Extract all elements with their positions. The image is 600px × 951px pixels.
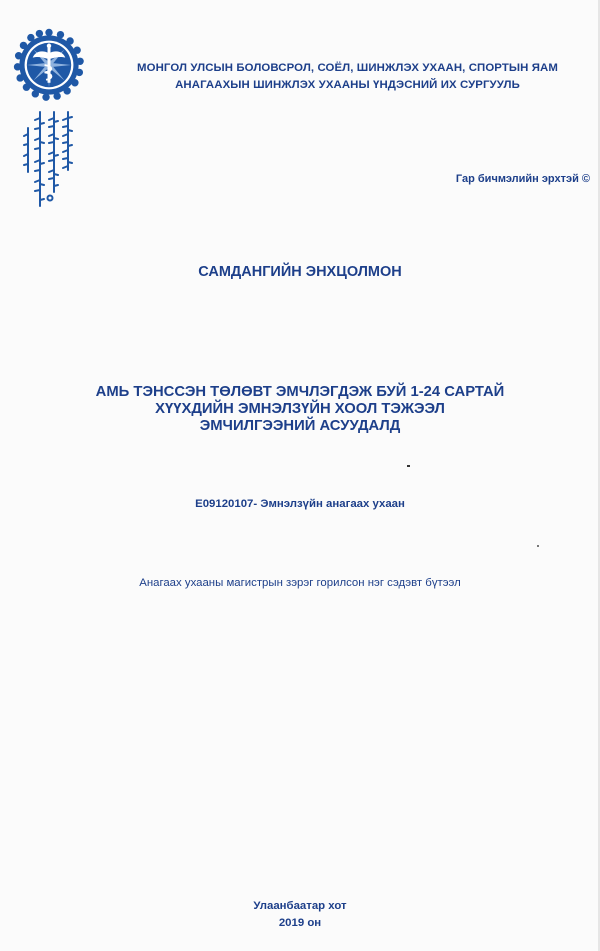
thesis-title bbox=[0, 384, 600, 435]
degree-statement: Анагаах ухааны магистрын зэрэг горилсон нэг сэдэвт бүтээл bbox=[139, 577, 461, 589]
ministry-name: МОНГОЛ УЛСЫН БОЛОВСРОЛ, СОЁЛ, ШИНЖЛЭХ УХААН, СПОРТЫН ЯАМ bbox=[137, 62, 558, 74]
thesis-title-line-2: ХҮҮХДИЙН ЭМНЭЛЗҮЙН ХООЛ ТЭЖЭЭЛ bbox=[155, 401, 445, 417]
author-name: САМДАНГИЙН ЭНХЦОЛМОН bbox=[198, 264, 402, 280]
program-code: Е09120107- Эмнэлзүйн анагаах ухаан bbox=[195, 498, 405, 510]
year: 2019 он bbox=[278, 917, 322, 929]
place-and-year bbox=[0, 898, 600, 932]
city: Улаанбаатар хот bbox=[253, 900, 347, 912]
medical-university-emblem-icon bbox=[12, 28, 86, 102]
ministry-university-header bbox=[95, 60, 600, 94]
manuscript-rights-note: Гар бичмэлийн эрхтэй © bbox=[455, 173, 590, 185]
mongolian-script-emblem-text bbox=[20, 108, 80, 212]
thesis-title-line-1: АМЬ ТЭНССЭН ТӨЛӨВТ ЭМЧЛЭГДЭЖ БУЙ 1-24 САРТАЙ bbox=[95, 384, 505, 400]
scan-speck bbox=[537, 545, 539, 547]
university-name: АНАГААХЫН ШИНЖЛЭХ УХААНЫ ҮНДЭСНИЙ ИХ СУРГУУЛЬ bbox=[175, 79, 520, 91]
thesis-title-line-3: ЭМЧИЛГЭЭНИЙ АСУУДАЛД bbox=[199, 418, 401, 434]
scan-speck bbox=[407, 465, 410, 467]
